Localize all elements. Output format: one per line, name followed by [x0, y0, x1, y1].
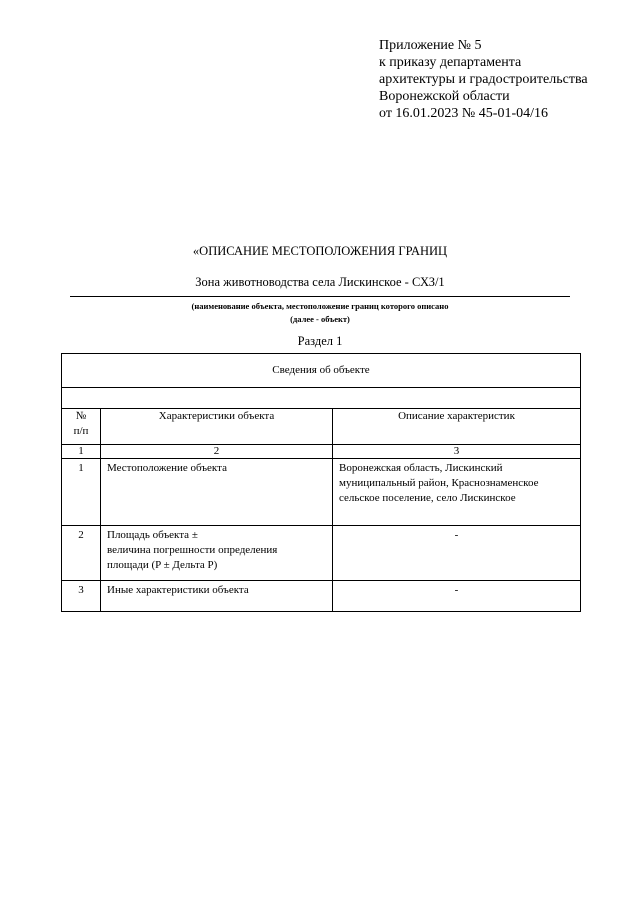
row-description: - [333, 581, 581, 612]
row-num: 3 [62, 581, 101, 612]
object-name: Зона животноводства села Лискинское - СХЗ/1 [195, 275, 445, 289]
column-number: 1 [62, 445, 101, 459]
column-header-characteristics: Характеристики объекта [101, 409, 333, 445]
row-num: 2 [62, 526, 101, 581]
appendix-header [379, 37, 588, 122]
appendix-line: архитектуры и градостроительства [379, 72, 588, 87]
object-caption [0, 300, 640, 326]
table-row [62, 459, 581, 526]
table-header-row [62, 354, 581, 388]
appendix-line: Воронежской области [379, 89, 510, 104]
caption-line: (наименование объекта, местоположение границ которого описано [191, 301, 449, 311]
column-number: 2 [101, 445, 333, 459]
document-title: «ОПИСАНИЕ МЕСТОПОЛОЖЕНИЯ ГРАНИЦ [192, 244, 448, 258]
row-description: - [333, 526, 581, 581]
column-header-description: Описание характеристик [333, 409, 581, 445]
table-row [62, 581, 581, 612]
table-column-headers [62, 409, 581, 445]
row-characteristic: Иные характеристики объекта [101, 581, 333, 612]
object-name-underline [70, 296, 570, 297]
section-title: Раздел 1 [297, 334, 343, 348]
row-characteristic: Местоположение объекта [101, 459, 333, 526]
appendix-line: Приложение № 5 [379, 38, 482, 53]
table-blank-row [62, 388, 581, 409]
appendix-line: от 16.01.2023 № 45-01-04/16 [379, 106, 549, 121]
column-header-num: № п/п [62, 409, 101, 445]
row-description: Воронежская область, Лискинский муниципальный район, Краснознаменское сельское поселение, село Лискинское [333, 459, 581, 526]
table-row [62, 526, 581, 581]
row-num: 1 [62, 459, 101, 526]
row-characteristic: Площадь объекта ± величина погрешности определения площади (P ± Дельта P) [101, 526, 333, 581]
caption-line: (далее - объект) [290, 314, 350, 324]
table-column-numbers [62, 445, 581, 459]
column-number: 3 [333, 445, 581, 459]
object-info-table [61, 353, 581, 612]
table-header: Сведения об объекте [62, 354, 581, 388]
appendix-line: к приказу департамента [379, 55, 522, 70]
